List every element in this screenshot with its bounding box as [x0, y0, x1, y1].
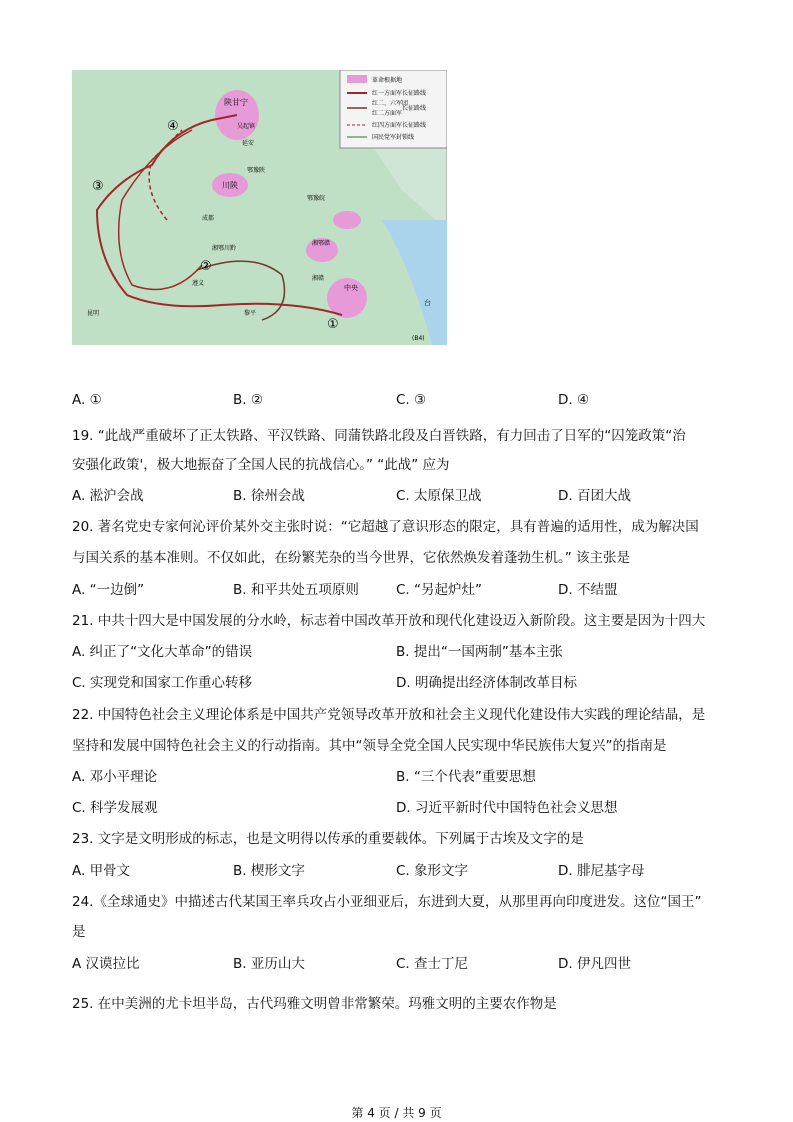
marker-3: ③ — [92, 179, 104, 194]
label: 湘赣 — [312, 275, 325, 282]
q24-option-b: B. 亚历山大 — [233, 956, 305, 972]
q23-stem-1: 23. 文字是文明形成的标志，也是文明得以传承的重要载体。下列属于古埃及文字的是 — [72, 831, 584, 847]
q19-option-a: A. 淞沪会战 — [72, 488, 144, 504]
legend-route-2b: 红二方面军 — [372, 110, 403, 117]
legend-route-2c: 长征路线 — [402, 105, 427, 112]
q22-option-c: C. 科学发展观 — [72, 800, 158, 816]
label: 遵义 — [192, 280, 205, 287]
q22-stem-2: 坚持和发展中国特色社会主义的行动指南。其中“领导全党全国人民实现中华民族伟大复兴”的指南是 — [72, 738, 667, 754]
q21-stem-1: 21. 中共十四大是中国发展的分水岭，标志着中国改革开放和现代化建设迈入新阶段。这主要是因为十四大 — [72, 613, 706, 629]
q22-stem-1: 22. 中国特色社会主义理论体系是中国共产党领导改革开放和社会主义现代化建设伟大实践的理论结晶，是 — [72, 707, 706, 723]
q20-option-a: A. “一边倒” — [72, 582, 145, 598]
q19-option-b: B. 徐州会战 — [233, 488, 305, 504]
q23-option-d: D. 腓尼基字母 — [558, 863, 645, 879]
q22-option-b: B. “三个代表”重要思想 — [396, 769, 536, 785]
label: 陕甘宁 — [224, 98, 248, 107]
q21-option-a: A. 纠正了“文化大革命”的错误 — [72, 644, 253, 660]
label: 延安 — [242, 140, 255, 147]
label: 吴起镇 — [237, 123, 256, 130]
q18-option-d: D. ④ — [558, 392, 590, 408]
label: 鄂豫皖 — [307, 195, 326, 202]
q22-option-a: A. 邓小平理论 — [72, 769, 158, 785]
q20-option-b: B. 和平共处五项原则 — [233, 582, 359, 598]
q20-stem-2: 与国关系的基本准则。不仅如此，在纷繁芜杂的当今世界，它依然焕发着蓬勃生机。” 该主张是 — [72, 550, 631, 566]
q19-option-d: D. 百团大战 — [558, 488, 631, 504]
q24-option-d: D. 伊凡四世 — [558, 956, 631, 972]
q24-stem-1: 24.《全球通史》中描述古代某国王率兵攻占小亚细亚后，东进到大夏，从那里再向印度进发。这位“国王” — [72, 894, 702, 910]
q21-option-b: B. 提出“一国两制”基本主张 — [396, 644, 563, 660]
q18-option-a: A. ① — [72, 392, 102, 408]
q19-stem-2: 安强化政策'，极大地振奋了全国人民的抗战信心。” “此战” 应为 — [72, 457, 450, 473]
long-march-map — [72, 70, 447, 345]
q23-option-c: C. 象形文字 — [396, 863, 469, 879]
q20-option-d: D. 不结盟 — [558, 582, 618, 598]
q21-option-c: C. 实现党和国家工作重心转移 — [72, 675, 253, 691]
label: 昆明 — [87, 310, 100, 317]
label: 台 — [424, 299, 431, 307]
label: 黎平 — [244, 310, 257, 317]
legend-base-area: 革命根据地 — [372, 77, 403, 84]
label: (B4) — [412, 335, 425, 342]
q18-option-b: B. ② — [233, 392, 263, 408]
q25-stem-1: 25. 在中美洲的尤卡坦半岛，古代玛雅文明曾非常繁荣。玛雅文明的主要农作物是 — [72, 996, 557, 1012]
legend-blockade: 国民党军封锁线 — [372, 134, 415, 141]
marker-4: ④ — [167, 119, 179, 134]
q24-option-c: C. 查士丁尼 — [396, 956, 469, 972]
label: 鄂豫陕 — [247, 167, 266, 174]
q24-option-a: A 汉谟拉比 — [72, 956, 140, 972]
q23-option-b: B. 楔形文字 — [233, 863, 305, 879]
legend-route-4: 红四方面军长征路线 — [372, 122, 427, 129]
marker-1: ① — [327, 317, 339, 332]
marker-2: ② — [200, 259, 212, 274]
label: 中央 — [344, 284, 358, 292]
q21-option-d: D. 明确提出经济体制改革目标 — [396, 675, 577, 691]
q22-option-d: D. 习近平新时代中国特色社会义思想 — [396, 800, 618, 816]
q19-stem-1: 19. “此战严重破坏了正太铁路、平汉铁路、同蒲铁路北段及白晋铁路，有力回击了日军的“囚笼政策“治 — [72, 428, 686, 444]
label: 湘鄂川黔 — [212, 245, 237, 252]
legend-route-1: 红一方面军长征路线 — [372, 90, 427, 97]
page-footer: 第 4 页 / 共 9 页 — [351, 1106, 442, 1120]
q19-option-c: C. 太原保卫战 — [396, 488, 482, 504]
q23-option-a: A. 甲骨文 — [72, 863, 131, 879]
q24-stem-2: 是 — [72, 924, 86, 940]
q20-stem-1: 20. 著名党史专家何沁评价某外交主张时说：“它超越了意识形态的限定，具有普遍的适用性，成为解决国 — [72, 519, 699, 535]
q18-option-c: C. ③ — [396, 392, 427, 408]
legend-route-2a: 红二、六军团 — [372, 100, 409, 107]
label: 成都 — [202, 215, 215, 222]
label: 川陕 — [222, 181, 238, 190]
label: 湘鄂赣 — [312, 240, 331, 247]
q20-option-c: C. “另起炉灶” — [396, 582, 482, 598]
